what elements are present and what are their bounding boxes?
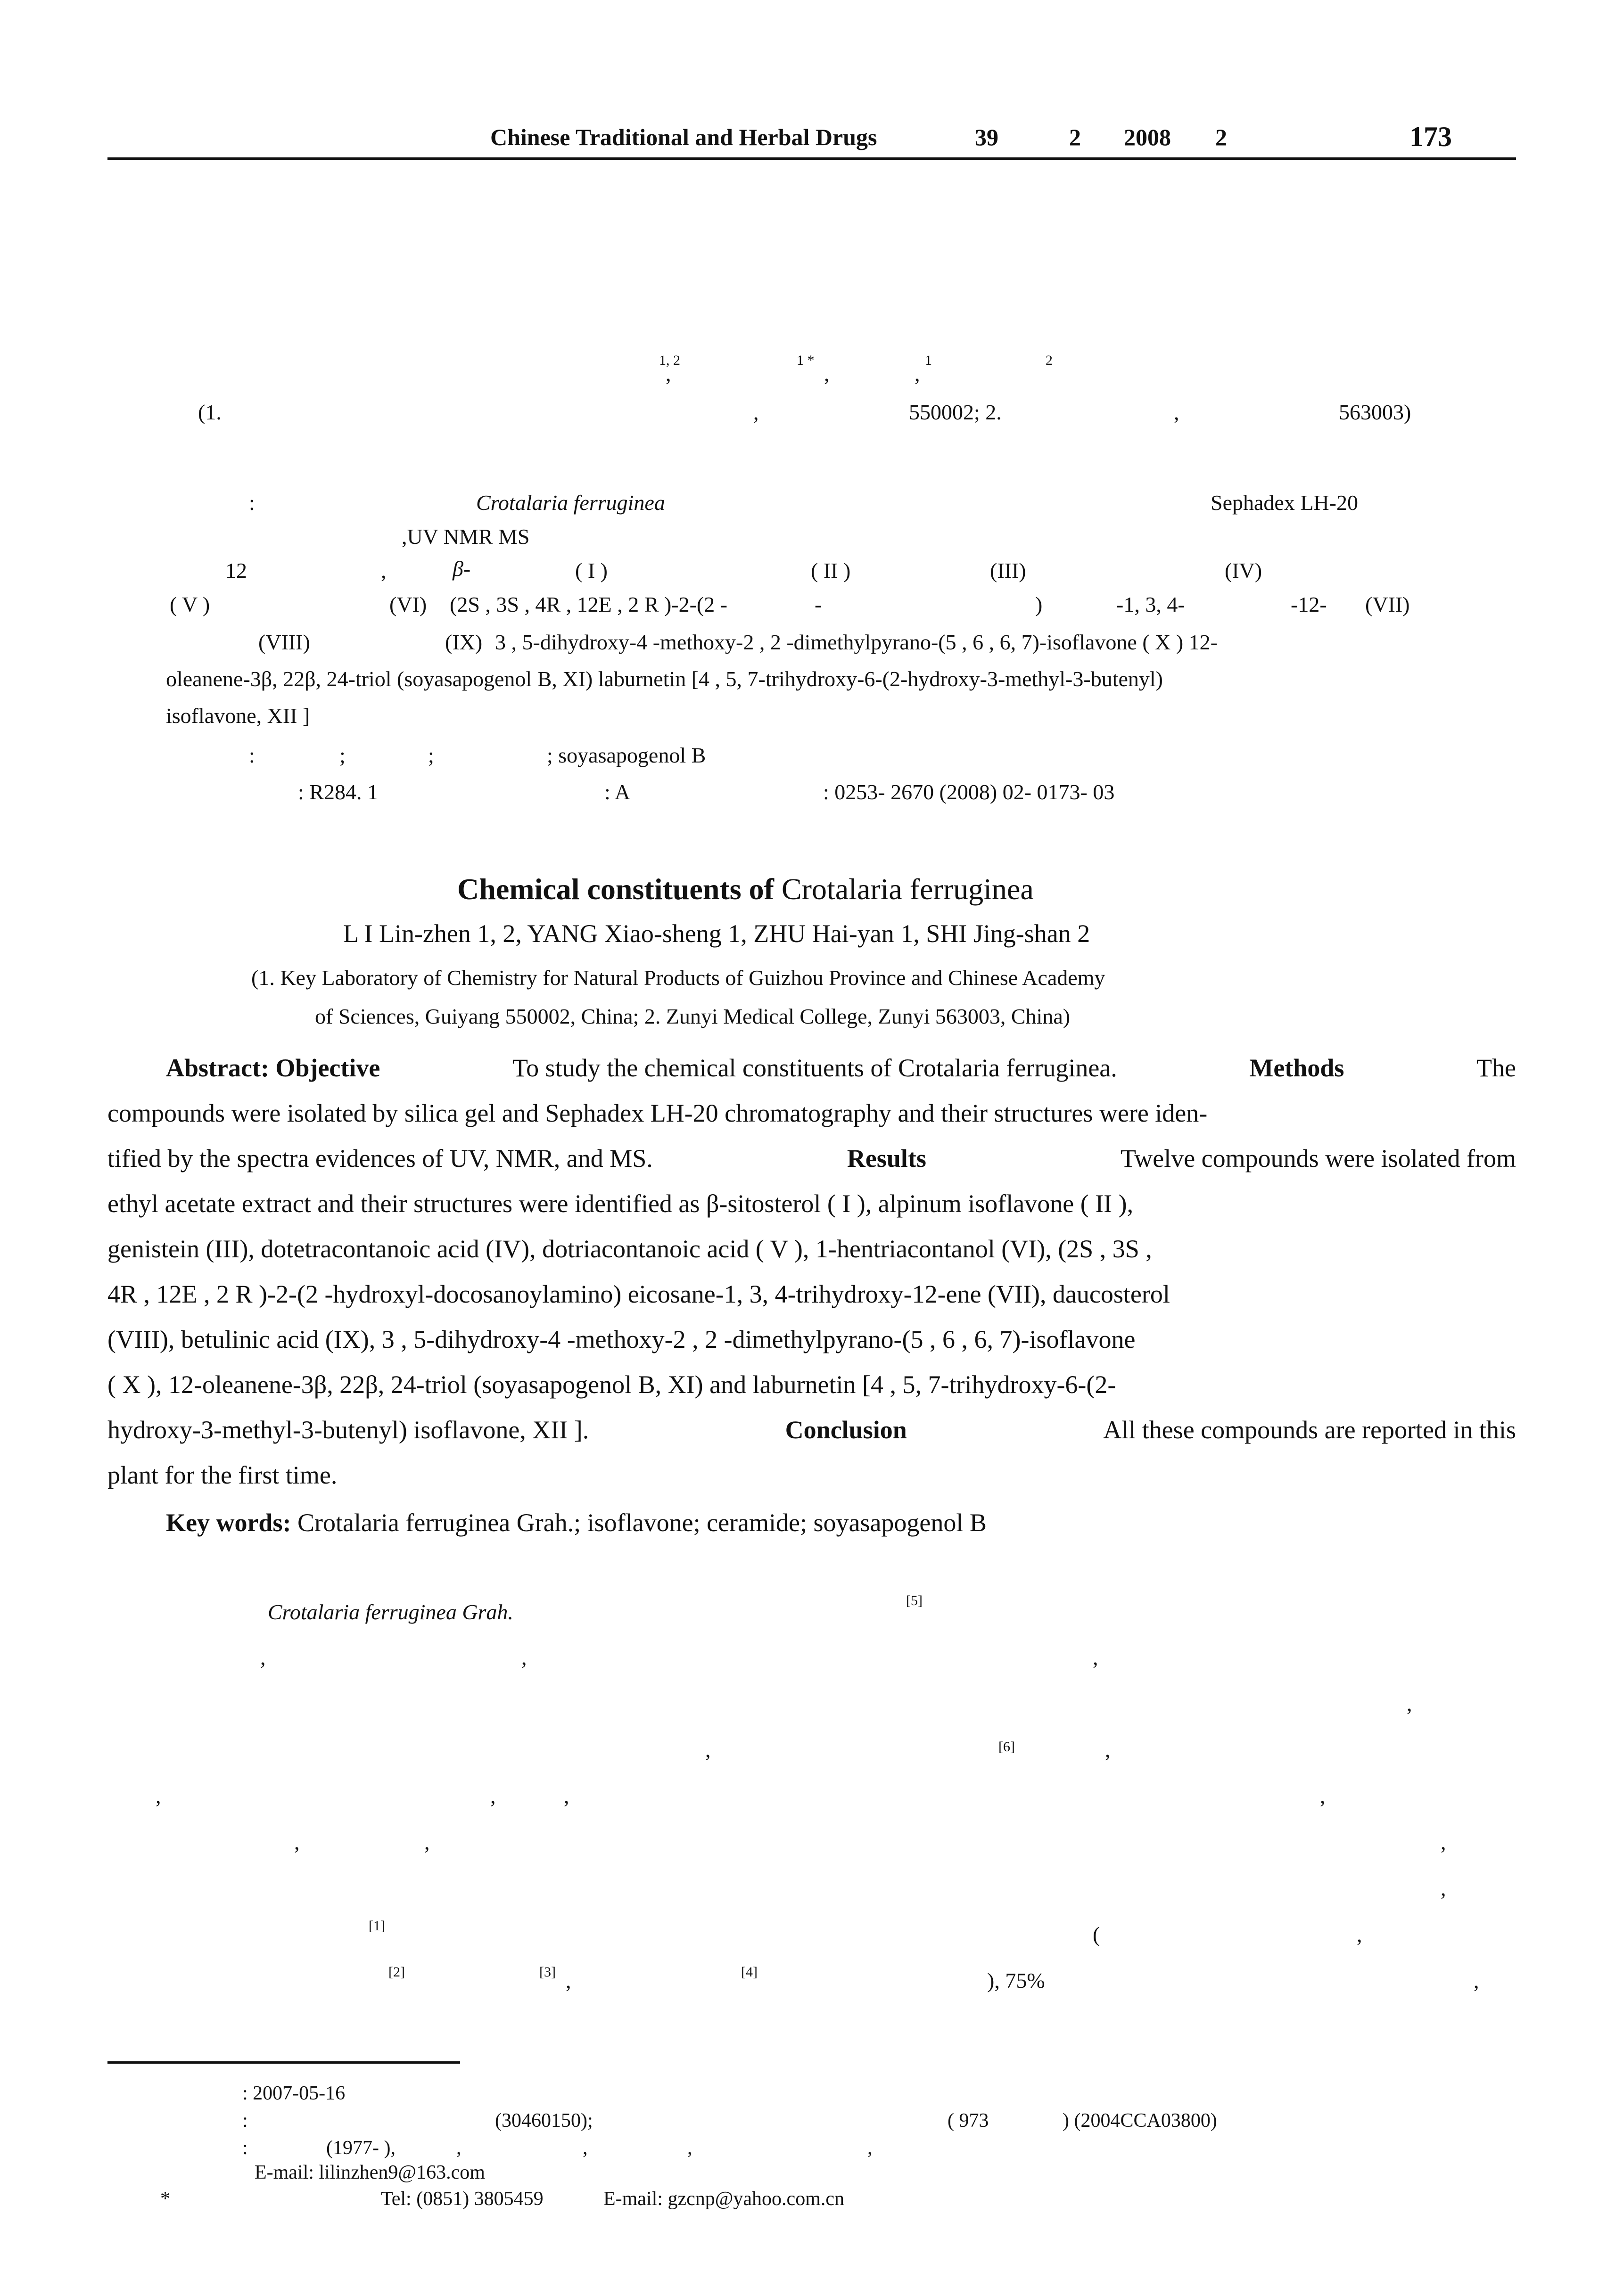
- cn-compound-6-ene: -12-: [1291, 592, 1327, 616]
- english-title-species: Crotalaria ferruginea: [781, 872, 1034, 906]
- english-title-bold: Chemical constituents of: [457, 872, 774, 906]
- cn-abstract-line5: oleanene-3β, 22β, 24-triol (soyasapogenol B, XI) laburnetin [4 , 5, 7-trihydroxy-6-(2-hydroxy-3-methyl-3-butenyl): [166, 667, 1163, 691]
- body-comma: ,: [1105, 1738, 1111, 1762]
- ref-2: [2]: [388, 1964, 405, 1980]
- footnote-bio-sep: ,: [583, 2137, 588, 2159]
- abstract-line: [107, 1362, 1516, 1407]
- abstract-text: 4R , 12E , 2 R )-2-(2 -hydroxyl-docosanoylamino) eicosane-1, 3, 4-trihydroxy-12-ene (VII), daucosterol: [107, 1280, 1170, 1308]
- cn-abstract-comma: ,: [381, 558, 387, 582]
- abstract-line: [107, 1136, 1516, 1181]
- abstract-line: [107, 1091, 1516, 1136]
- english-keywords: [166, 1508, 987, 1537]
- cn-keywords-sep: ;: [339, 743, 346, 767]
- cn-compound-5: ( V ): [170, 592, 210, 616]
- footnote-email-2: E-mail: gzcnp@yahoo.com.cn: [603, 2188, 845, 2210]
- journal-name: Chinese Traditional and Herbal Drugs: [490, 124, 877, 150]
- ref-1: [1]: [369, 1918, 385, 1934]
- body-species: Crotalaria ferruginea Grah.: [268, 1600, 513, 1624]
- abstract-text: ( X ), 12-oleanene-3β, 22β, 24-triol (soyasapogenol B, XI) and laburnetin [4 , 5, 7-trihydroxy-6-(2-: [107, 1370, 1116, 1399]
- abstract-text: The: [1476, 1054, 1516, 1082]
- conclusion-label: Conclusion: [785, 1416, 907, 1444]
- body-comma: ,: [566, 1968, 571, 1993]
- body-comma: ,: [1407, 1691, 1412, 1715]
- abstract-text: genistein (III), dotetracontanoic acid (IV), dotriacontanoic acid ( V ), 1-hentriacontanol (VI), (2S , 3S ,: [107, 1235, 1152, 1263]
- author-sep: ,: [666, 361, 671, 385]
- footnote-star: *: [160, 2188, 170, 2210]
- abstract-text: ethyl acetate extract and their structures were identified as β-sitosterol ( I ), alpinum isoflavone ( II ),: [107, 1189, 1134, 1218]
- footnote-bio-sep: ,: [456, 2137, 461, 2159]
- cn-compound-2: ( II ): [811, 558, 851, 582]
- footnote-bio-year: (1977- ),: [326, 2137, 396, 2159]
- cn-compound-6-locant: -1, 3, 4-: [1116, 592, 1185, 616]
- cn-compound-8: (VIII): [258, 630, 310, 654]
- footnote-rule: [107, 2061, 460, 2064]
- footnote-email: E-mail: lilinzhen9@163.com: [255, 2162, 485, 2183]
- keywords-value: Crotalaria ferruginea Grah.; isoflavone; ceramide; soyasapogenol B: [297, 1509, 987, 1537]
- results-label: Results: [847, 1144, 926, 1173]
- article-id: : 0253- 2670 (2008) 02- 0173- 03: [823, 780, 1115, 804]
- cn-abstract-line6: isoflavone, XII ]: [166, 704, 310, 728]
- body-comma: ,: [1474, 1968, 1479, 1993]
- cn-abstract-count: 12: [225, 558, 247, 582]
- english-abstract: [107, 1045, 1516, 1498]
- body-comma: ,: [490, 1784, 496, 1808]
- cn-compound-4: (IV): [1225, 558, 1262, 582]
- cn-compound-6-close: ): [1035, 592, 1043, 616]
- class-number: : R284. 1: [298, 780, 378, 804]
- footnote-fund-973: ( 973: [948, 2110, 989, 2132]
- body-comma: ,: [1441, 1876, 1446, 1900]
- body-comma: ,: [705, 1738, 711, 1762]
- body-comma: ,: [1093, 1645, 1098, 1669]
- footnote-tel: Tel: (0851) 3805459: [381, 2188, 544, 2210]
- body-comma: ,: [424, 1830, 430, 1854]
- cn-keywords-last: ; soyasapogenol B: [547, 743, 706, 767]
- document-code: : A: [604, 780, 630, 804]
- ref-6: [6]: [998, 1739, 1015, 1755]
- page-number: 173: [1409, 121, 1452, 152]
- header-rule: [107, 157, 1516, 160]
- issue: 2: [1069, 124, 1081, 150]
- abstract-label: Abstract: Objective: [166, 1054, 380, 1082]
- abstract-text: To study the chemical constituents of Crotalaria ferruginea.: [512, 1054, 1117, 1082]
- cn-abstract-sephadex: Sephadex LH-20: [1211, 491, 1358, 515]
- author-mark-1: 1, 2: [659, 353, 680, 368]
- abstract-line: [107, 1271, 1516, 1317]
- body-comma: ,: [564, 1784, 569, 1808]
- body-paren: (: [1093, 1922, 1100, 1946]
- abstract-text: All these compounds are reported in this: [1103, 1416, 1516, 1444]
- author-mark-3: 1: [925, 353, 932, 368]
- english-authors: L I Lin-zhen 1, 2, YANG Xiao-sheng 1, ZHU Hai-yan 1, SHI Jing-shan 2: [343, 919, 1090, 948]
- cn-abstract-species: Crotalaria ferruginea: [476, 491, 665, 515]
- abstract-line: [107, 1407, 1516, 1452]
- abstract-text: plant for the first time.: [107, 1461, 338, 1489]
- abstract-line: [107, 1045, 1516, 1091]
- body-comma: ,: [521, 1645, 527, 1669]
- english-affiliation-2: of Sciences, Guiyang 550002, China; 2. Zunyi Medical College, Zunyi 563003, China): [315, 1004, 1071, 1028]
- cn-compound-6-name: (2S , 3S , 4R , 12E , 2 R )-2-(2 -: [450, 592, 728, 616]
- cn-compound-3: (III): [990, 558, 1026, 582]
- abstract-line: [107, 1181, 1516, 1226]
- footnote-bio-sep: ,: [687, 2137, 692, 2159]
- english-title: [457, 872, 1034, 907]
- cn-abstract-line4: 3 , 5-dihydroxy-4 -methoxy-2 , 2 -dimethylpyrano-(5 , 6 , 6, 7)-isoflavone ( X ) 12-: [495, 630, 1218, 654]
- cn-abstract-colon: :: [249, 491, 255, 515]
- cn-affil-comma: ,: [753, 400, 759, 424]
- cn-compound-9: (IX): [445, 630, 483, 654]
- abstract-text: (VIII), betulinic acid (IX), 3 , 5-dihydroxy-4 -methoxy-2 , 2 -dimethylpyrano-(5 , 6 , 6, 7)-isoflavone: [107, 1325, 1136, 1353]
- footnote-bio: :: [242, 2137, 248, 2159]
- author-mark-4: 2: [1046, 353, 1053, 368]
- cn-abstract-beta: β-: [453, 557, 471, 581]
- author-sep: ,: [915, 361, 920, 385]
- abstract-line: [107, 1226, 1516, 1271]
- abstract-text: Twelve compounds were isolated from: [1121, 1144, 1516, 1173]
- ref-3: [3]: [539, 1964, 556, 1980]
- cn-compound-1: ( I ): [575, 558, 608, 582]
- cn-compound-6-dash: -: [815, 592, 822, 616]
- footnote-bio-sep: ,: [867, 2137, 873, 2159]
- cn-affil-code2: 563003): [1339, 400, 1411, 424]
- footnote-fund-project: ) (2004CCA03800): [1063, 2110, 1217, 2132]
- body-comma: ,: [156, 1784, 161, 1808]
- author-mark-2: 1 *: [797, 353, 815, 368]
- abstract-text: hydroxy-3-methyl-3-butenyl) isoflavone, XII ].: [107, 1416, 589, 1444]
- body-comma: ,: [1441, 1830, 1446, 1854]
- ref-4: [4]: [741, 1964, 758, 1980]
- cn-compound-6: (VI): [389, 592, 427, 616]
- ref-5: [5]: [906, 1593, 923, 1608]
- year: 2008: [1124, 124, 1171, 150]
- cn-compound-7: (VII): [1365, 592, 1410, 616]
- abstract-line: [107, 1452, 1516, 1498]
- footnote-fund: :: [242, 2110, 248, 2132]
- english-affiliation-1: (1. Key Laboratory of Chemistry for Natural Products of Guizhou Province and Chinese Academy: [251, 966, 1105, 990]
- footnote-fund-no: (30460150);: [495, 2110, 593, 2132]
- body-comma: ,: [260, 1645, 266, 1669]
- cn-affil-open: (1.: [198, 400, 222, 424]
- body-comma: ,: [1320, 1784, 1326, 1808]
- keywords-label: Key words:: [166, 1509, 291, 1537]
- body-comma: ,: [294, 1830, 300, 1854]
- cn-affil-code1: 550002; 2.: [909, 400, 1002, 424]
- month: 2: [1215, 124, 1227, 150]
- methods-label: Methods: [1249, 1054, 1344, 1082]
- volume: 39: [975, 124, 998, 150]
- cn-keywords-colon: :: [249, 743, 255, 767]
- cn-keywords-sep: ;: [428, 743, 434, 767]
- abstract-text: compounds were isolated by silica gel and Sephadex LH-20 chromatography and their structures were iden-: [107, 1099, 1208, 1127]
- cn-affil-comma: ,: [1174, 400, 1179, 424]
- cn-abstract-methods: ,UV NMR MS: [402, 525, 530, 549]
- footnote-received: : 2007-05-16: [242, 2083, 346, 2104]
- author-sep: ,: [824, 361, 830, 385]
- body-percent: ), 75%: [987, 1968, 1045, 1993]
- abstract-text: tified by the spectra evidences of UV, NMR, and MS.: [107, 1144, 653, 1173]
- abstract-line: [107, 1317, 1516, 1362]
- body-comma: ,: [1357, 1922, 1362, 1946]
